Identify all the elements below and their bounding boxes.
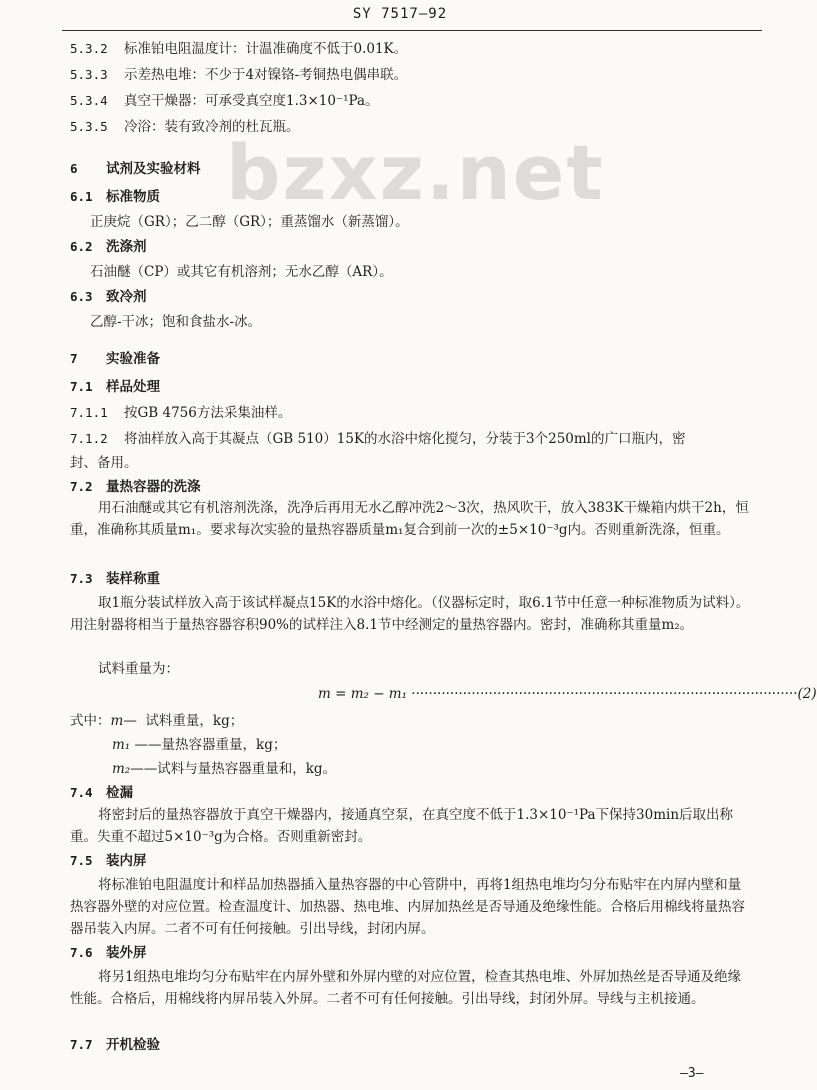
section-title: 装样称重 [106,571,160,587]
section-title: 开机检验 [106,1037,160,1053]
item-5-3-5 [70,118,300,136]
section-title: 致冷剂 [106,289,147,305]
item-text: 按GB 4756方法采集油样。 [124,405,292,421]
section-title: 样品处理 [106,379,160,395]
var-symbol: m₁ [112,737,131,753]
section-7-5-heading [70,852,147,870]
section-number: 6 [70,161,78,176]
item-number: 7.1.2 [70,431,108,446]
var-desc: 量热容器重量，kg； [161,737,287,753]
section-7-3-heading [70,570,160,588]
formula-lead: 试料重量为： [98,661,179,677]
var-desc: 试料重量，kg； [145,713,244,729]
standard-code-header: SY 7517—92 [352,6,448,22]
section-number: 6.1 [70,189,93,204]
section-7-1-heading [70,378,160,396]
section-number: 7 [70,351,78,366]
var-symbol: m₂ [112,761,131,777]
section-6-2-heading [70,238,147,256]
item-text: 真空干燥器：可承受真空度1.3×10⁻¹Pa。 [124,93,379,109]
section-number: 6.2 [70,239,93,254]
section-7-2-body: 用石油醚或其它有机溶剂洗涤，洗净后再用无水乙醇冲洗2～3次，热风吹干，放入383K干燥箱内烘干2h，恒重，准确称其质量m₁。要求每次实验的量热容器质量m₁复合到前一次的±5×10⁻³g内。否则重新洗涤，恒重。 [70,500,749,538]
var-dash: —— [130,761,158,777]
section-number: 7.3 [70,571,93,586]
section-number: 7.6 [70,945,93,960]
item-5-3-3 [70,66,407,84]
var-symbol: m [110,713,124,729]
section-number: 7.2 [70,479,93,494]
section-7-heading [70,350,160,368]
var-dash: — [123,713,137,729]
item-number: 5.3.5 [70,119,108,134]
page-number: —3— [680,1066,704,1081]
section-7-1-2 [70,430,686,448]
section-7-1-2-continued: 封、备用。 [70,455,138,471]
section-title: 装外屏 [106,945,147,961]
where-var-m [70,712,243,730]
section-7-6-heading [70,944,147,962]
item-5-3-4 [70,92,379,110]
section-title: 试剂及实验材料 [106,161,201,177]
section-7-3-body: 取1瓶分装试样放入高于该试样凝点15K的水浴中熔化。（仪器标定时，取6.1节中任意一种标准物质为试料）。用注射器将相当于量热容器容积90%的试样注入8.1节中经测定的量热容器内。密封，准确称其重量m₂。 [70,595,750,633]
item-text: 将油样放入高于其凝点（GB 510）15K的水浴中熔化搅匀，分装于3个250ml的广口瓶内，密 [124,431,686,447]
item-5-3-2 [70,40,407,58]
section-number: 7.4 [70,785,93,800]
section-number: 6.3 [70,289,93,304]
section-6-1-body: 正庚烷（GR）；乙二醇（GR）；重蒸馏水（新蒸馏）。 [90,214,409,230]
var-desc: 试料与量热容器重量和，kg。 [157,761,337,777]
section-title: 洗涤剂 [106,239,147,255]
section-title: 装内屏 [106,853,147,869]
section-title: 量热容器的洗涤 [106,479,201,495]
section-6-2-body: 石油醚（CP）或其它有机溶剂；无水乙醇（AR）。 [90,264,393,280]
watermark: bzxz.net [226,128,605,217]
item-number: 7.1.1 [70,405,108,420]
section-7-2-heading [70,478,201,496]
item-text: 冷浴：装有致冷剂的杜瓦瓶。 [124,119,300,135]
section-title: 检漏 [106,785,133,801]
section-title: 实验准备 [106,351,160,367]
section-7-7-heading [70,1036,160,1054]
section-6-3-body: 乙醇-干冰；饱和食盐水-冰。 [90,314,262,330]
where-var-m2 [112,760,336,778]
section-6-3-heading [70,288,147,306]
section-number: 7.5 [70,853,93,868]
section-number: 7.7 [70,1037,93,1052]
section-7-5-body: 将标准铂电阻温度计和样品加热器插入量热容器的中心管阱中，再将1组热电堆均匀分布贴牢在内屏内壁和量热容器外壁的对应位置。检查温度计、加热器、热电堆、内屏加热丝是否导通及绝缘性能。合格后用棉线将量热容器吊装入内屏。二者不可有任何接触。引出导线，封闭内屏。 [70,877,745,937]
section-7-1-1 [70,404,291,422]
section-6-1-heading [70,188,160,206]
section-number: 7.1 [70,379,93,394]
item-text: 示差热电堆：不少于4对镍铬-考铜热电偶串联。 [124,67,408,83]
section-title: 标准物质 [106,189,160,205]
section-7-4-body: 将密封后的量热容器放于真空干燥器内，接通真空泵，在真空度不低于1.3×10⁻¹Pa下保持30min后取出称重。失重不超过5×10⁻³g为合格。否则重新密封。 [70,807,734,845]
item-number: 5.3.3 [70,67,108,82]
section-7-6-body: 将另1组热电堆均匀分布贴牢在内屏外壁和外屏内壁的对应位置，检查其热电堆、外屏加热丝是否导通及绝缘性能。合格后，用棉线将内屏吊装入外屏。二者不可有任何接触。引出导线，封闭外屏。导线与主机接通。 [70,969,742,1007]
formula-2: m = m₂ − m₁ ··························································································(2) [318,686,817,702]
item-number: 5.3.4 [70,93,108,108]
where-label: 式中： [70,713,111,729]
var-dash: —— [134,737,162,753]
section-7-4-heading [70,784,133,802]
where-var-m1 [112,736,286,754]
item-number: 5.3.2 [70,41,108,56]
header-divider [62,30,762,31]
section-6-heading [70,160,201,178]
item-text: 标准铂电阻温度计：计温准确度不低于0.01K。 [124,41,408,57]
